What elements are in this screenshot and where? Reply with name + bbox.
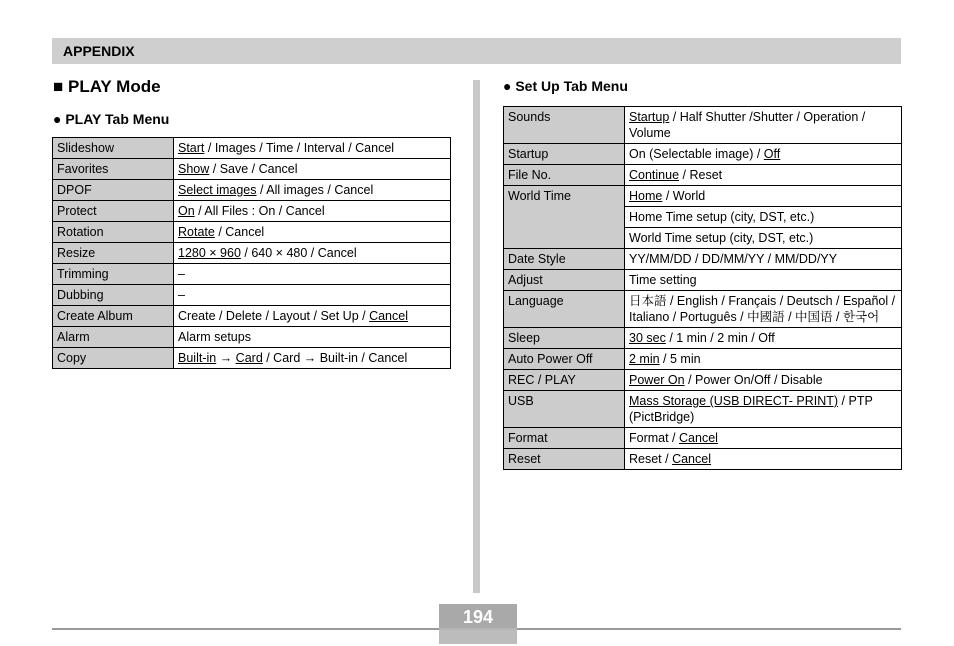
setting-options [625,391,902,428]
table-row [53,264,451,285]
setting-name: Favorites [53,159,174,180]
setting-name: Protect [53,201,174,222]
setting-name: Sleep [504,328,625,349]
option-text: Show [178,162,210,176]
setting-name: Resize [53,243,174,264]
option-text: World Time setup (city, DST, etc.) [629,231,814,245]
setting-options [174,264,451,285]
setting-options [174,243,451,264]
page-number-box [439,604,517,644]
setting-options [625,186,902,207]
option-text: / World [662,189,706,203]
column-divider [473,80,480,593]
option-text: / 1 min / 2 min / Off [665,331,775,345]
table-row [504,349,902,370]
option-text: 2 min [629,352,660,366]
option-text: Mass Storage (USB DIRECT- PRINT) [629,394,839,408]
table-row [504,165,902,186]
option-text: / Reset [679,168,723,182]
table-row [504,270,902,291]
option-text: Start [178,141,205,155]
setting-options [625,165,902,186]
option-text: / Card → Built-in / Cancel [262,351,408,365]
table-row [504,391,902,428]
table-row [53,306,451,327]
option-text: 1280 × 960 [178,246,241,260]
option-text: Alarm setups [178,330,251,344]
setting-name: File No. [504,165,625,186]
table-row [53,327,451,348]
option-text: Continue [629,168,680,182]
option-text: Cancel [679,431,718,445]
setting-options [625,328,902,349]
option-text: – [178,267,185,281]
setting-options [625,228,902,249]
setting-name: Alarm [53,327,174,348]
play-tab-heading: ● PLAY Tab Menu [53,111,170,127]
setting-options [625,249,902,270]
setting-options [625,207,902,228]
option-text: Built-in [178,351,217,365]
setting-options [625,428,902,449]
table-row [53,138,451,159]
table-row [504,328,902,349]
option-text: / Cancel [214,225,265,239]
setup-tab-table [503,106,902,470]
setting-name: Copy [53,348,174,369]
setting-name: Trimming [53,264,174,285]
option-text: Home [629,189,663,203]
setting-options [174,201,451,222]
table-row [53,348,451,369]
setting-name: Dubbing [53,285,174,306]
setting-name: Auto Power Off [504,349,625,370]
option-text: Select images [178,183,257,197]
setting-name: Rotation [53,222,174,243]
option-text: Card [235,351,263,365]
setting-name: DPOF [53,180,174,201]
setting-options [625,107,902,144]
table-row [504,186,902,207]
option-text: / All Files : On / Cancel [194,204,325,218]
table-row [504,428,902,449]
page-number: 194 [439,604,517,628]
setting-options [174,348,451,369]
setting-options [174,327,451,348]
setting-name: World Time [504,186,625,249]
option-text: Home Time setup (city, DST, etc.) [629,210,815,224]
option-text: 30 sec [629,331,666,345]
option-text: / Save / Cancel [209,162,298,176]
option-text: Rotate [178,225,215,239]
setup-tab-heading: ● Set Up Tab Menu [503,78,628,94]
setting-options [625,270,902,291]
table-row [504,291,902,328]
play-tab-table [52,137,451,369]
setting-options [625,144,902,165]
option-text: Reset / [629,452,673,466]
setting-options [174,159,451,180]
table-row [504,144,902,165]
table-row [53,285,451,306]
option-text: On [178,204,195,218]
header-title: APPENDIX [63,43,135,59]
setting-name: Create Album [53,306,174,327]
table-row [53,201,451,222]
option-text: Power On [629,373,685,387]
table-row [53,243,451,264]
table-row [504,107,902,144]
table-row [504,249,902,270]
setting-name: USB [504,391,625,428]
option-text: On (Selectable image) / [629,147,764,161]
option-text: / PTP (PictBridge) [629,394,873,424]
setting-options [174,306,451,327]
option-text: Cancel [369,309,408,323]
option-text: → [216,351,236,365]
setting-name: Format [504,428,625,449]
setting-name: Date Style [504,249,625,270]
setting-name: Slideshow [53,138,174,159]
setting-name: REC / PLAY [504,370,625,391]
setting-name: Sounds [504,107,625,144]
option-text: Startup [629,110,670,124]
setting-name: Adjust [504,270,625,291]
option-text: / 640 × 480 / Cancel [240,246,357,260]
setting-options [625,449,902,470]
setting-options [174,180,451,201]
setting-name: Startup [504,144,625,165]
option-text: YY/MM/DD / DD/MM/YY / MM/DD/YY [629,252,838,266]
option-text: / 5 min [659,352,701,366]
setting-options [174,138,451,159]
table-row [53,159,451,180]
option-text: / All images / Cancel [256,183,374,197]
setting-options [625,370,902,391]
setting-options [174,222,451,243]
option-text: Create / Delete / Layout / Set Up / [178,309,370,323]
setting-options [174,285,451,306]
option-text: Time setting [629,273,697,287]
setting-name: Language [504,291,625,328]
header-bar [52,38,901,64]
table-row [53,180,451,201]
option-text: Format / [629,431,680,445]
setting-name: Reset [504,449,625,470]
option-text: 日本語 / English / Français / Deutsch / Español / Italiano / Português / 中國語 / 中国语 / 한국어 [629,294,896,324]
option-text: Cancel [672,452,711,466]
option-text: / Power On/Off / Disable [684,373,823,387]
option-text: / Half Shutter /Shutter / Operation / Volume [629,110,866,140]
setting-options [625,291,902,328]
table-row [504,370,902,391]
setting-options [625,349,902,370]
option-text: / Images / Time / Interval / Cancel [204,141,395,155]
table-row [504,449,902,470]
option-text: – [178,288,185,302]
table-row [53,222,451,243]
option-text: Off [763,147,781,161]
section-title: ■ PLAY Mode [53,77,161,96]
